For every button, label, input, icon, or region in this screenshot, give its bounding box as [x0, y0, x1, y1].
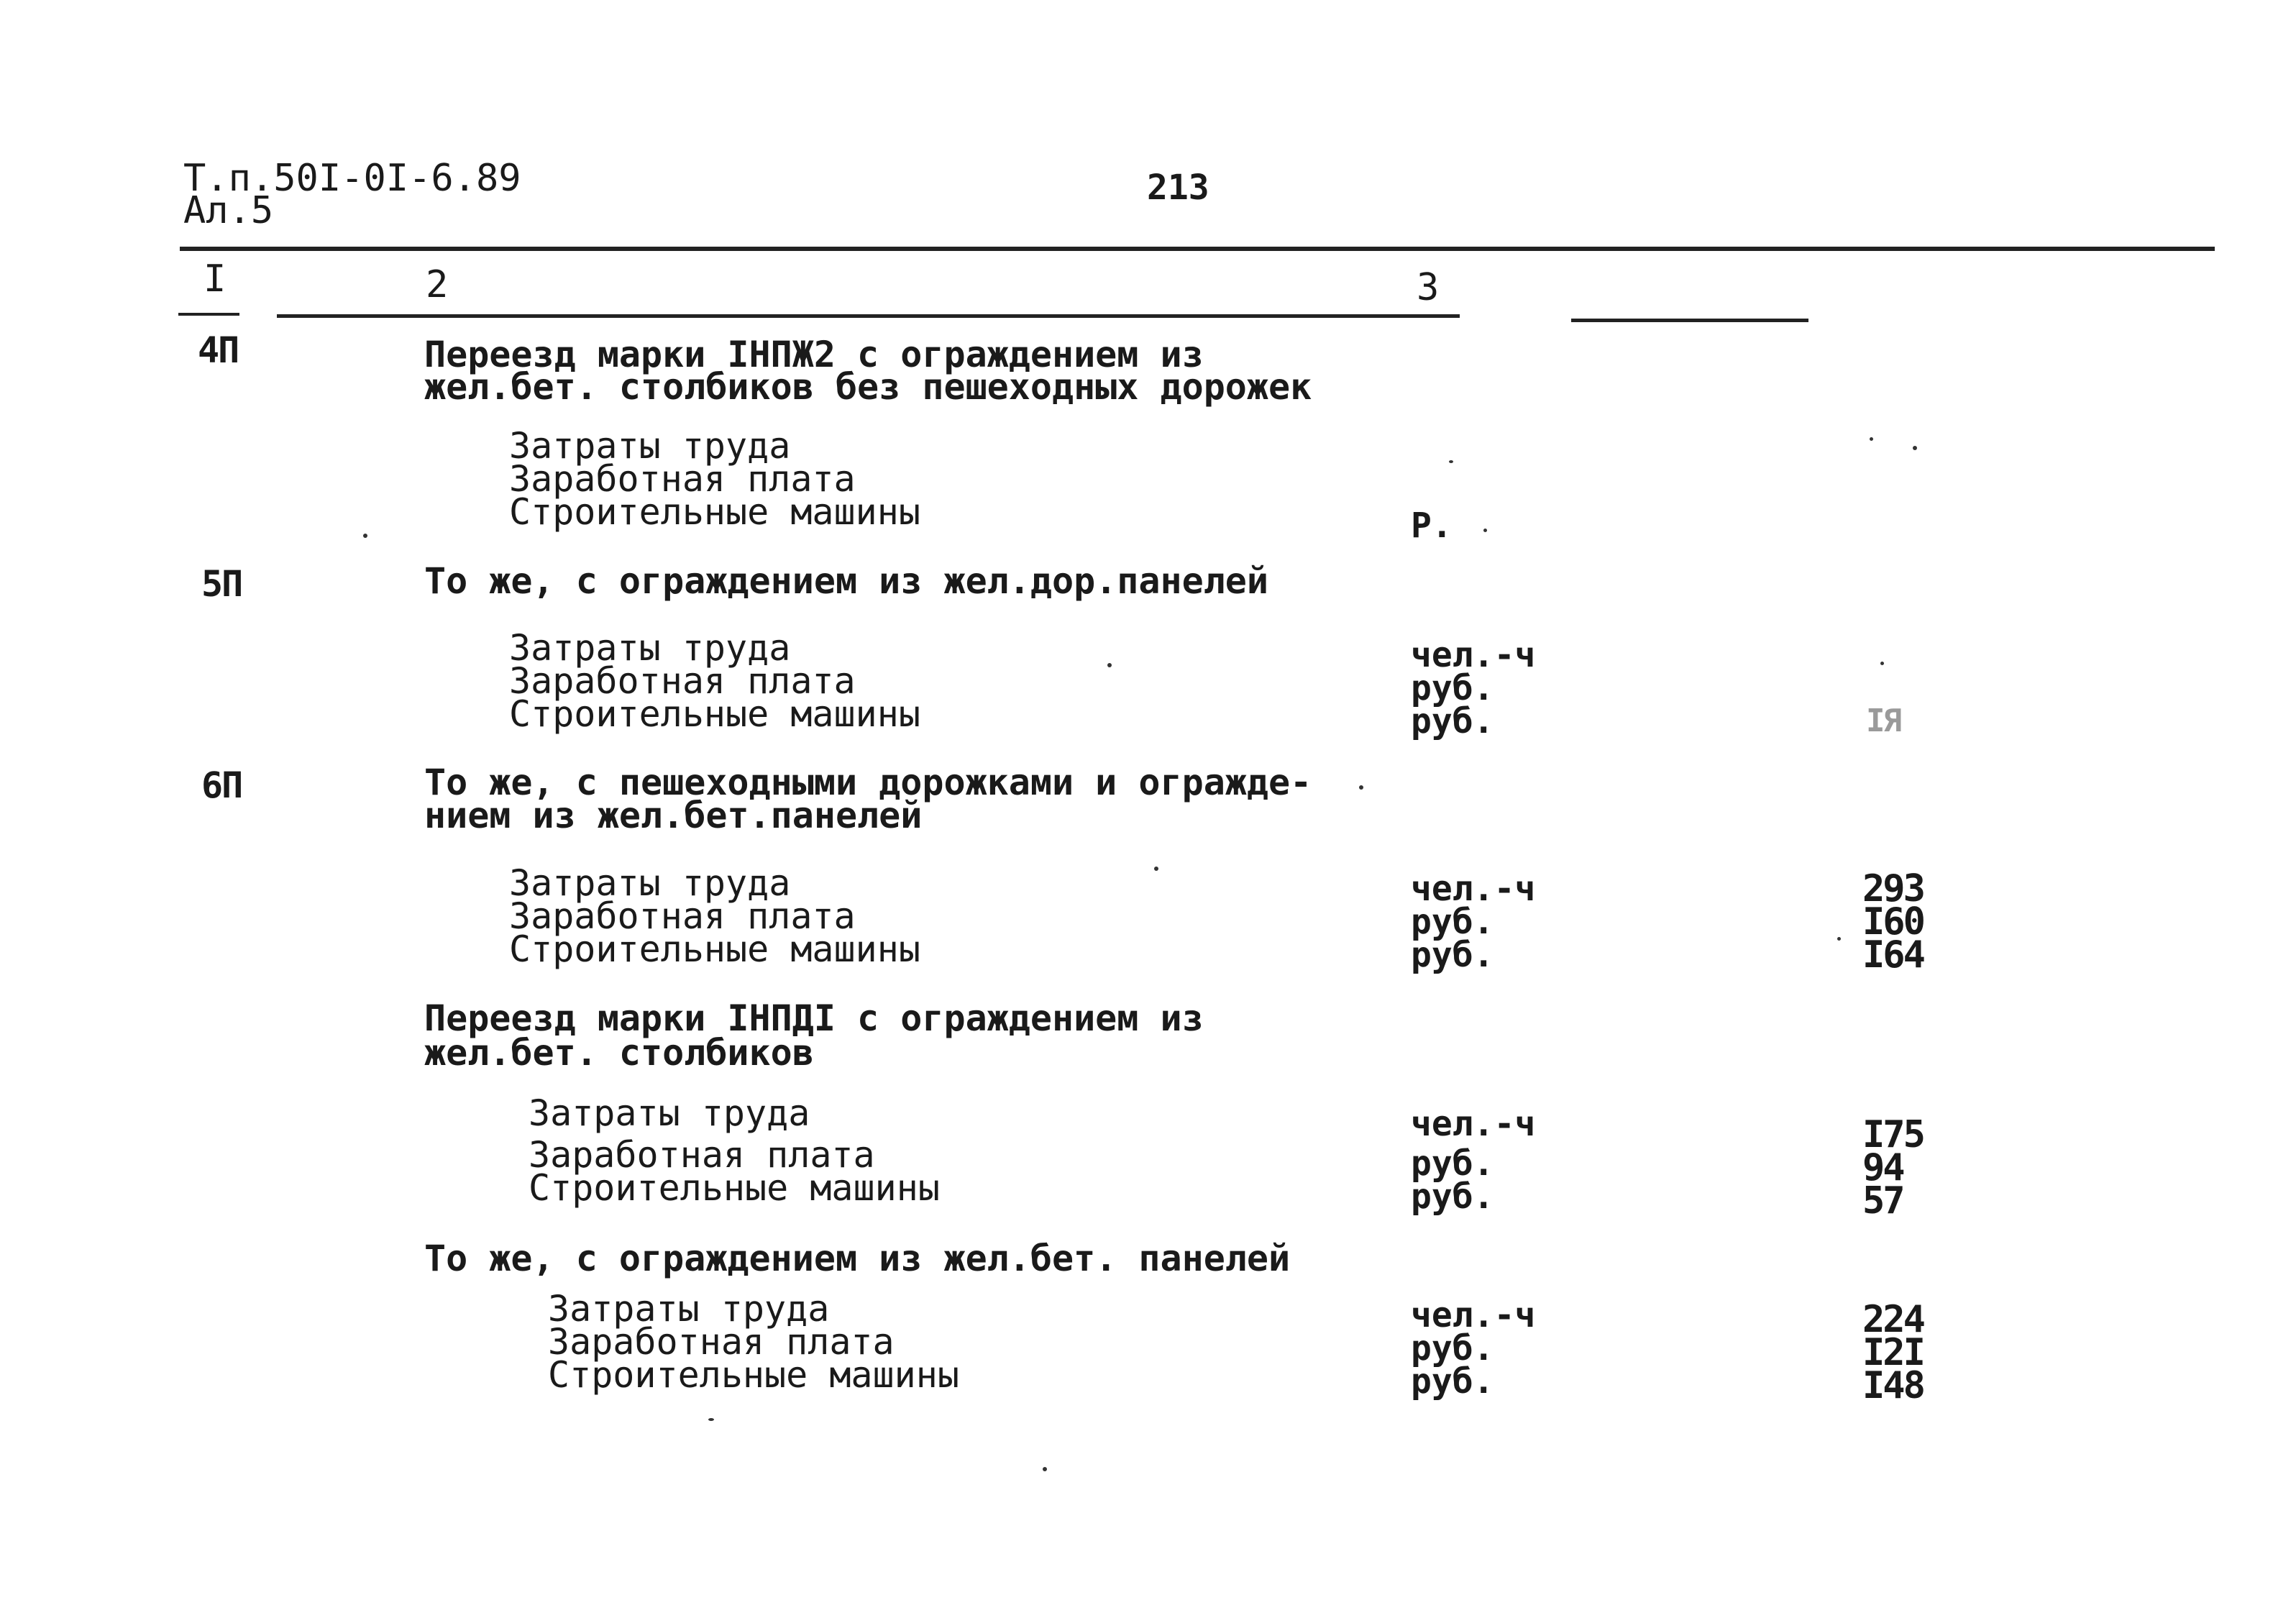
column-1-rule [178, 313, 239, 316]
column-2-header: 2 [426, 263, 449, 306]
section-title: То же, с ограждением из жел.дор.панелей [424, 560, 1268, 602]
page-number: 213 [1147, 168, 1209, 208]
column-2-rule [277, 314, 1460, 318]
section-title: То же, с ограждением из жел.бет. панелей [424, 1238, 1291, 1279]
section-title: Переезд марки IНПЖ2 с ограждением из [424, 334, 1204, 375]
section-code: 4П [198, 329, 239, 371]
scan-speck [1154, 867, 1158, 871]
item-unit: чел.-ч [1411, 1295, 1536, 1335]
item-label: Строительные машины [509, 491, 920, 533]
item-value: 224 [1862, 1298, 1924, 1341]
item-value: I75 [1862, 1113, 1924, 1156]
item-label: Заработная плата [529, 1134, 875, 1176]
item-unit: руб. [1411, 1328, 1494, 1368]
column-1-header: I [203, 257, 227, 301]
item-value: I2I [1862, 1331, 1924, 1374]
item-label: Заработная плата [509, 895, 856, 937]
item-unit: руб. [1411, 668, 1494, 708]
item-unit: руб. [1411, 701, 1494, 741]
item-value: 94 [1862, 1146, 1903, 1189]
item-unit: руб. [1411, 1361, 1494, 1402]
scan-speck [363, 534, 367, 538]
scan-speck [1359, 785, 1363, 790]
item-label: Строительные машины [509, 928, 920, 970]
item-label: Строительные машины [529, 1167, 940, 1209]
item-unit: чел.-ч [1411, 869, 1536, 909]
item-label: Заработная плата [548, 1321, 895, 1363]
item-value: 293 [1862, 867, 1924, 910]
item-value: I48 [1862, 1364, 1924, 1407]
scan-speck [1837, 937, 1841, 941]
item-label: Затраты труда [509, 862, 791, 904]
item-value: I60 [1862, 900, 1924, 943]
scan-speck [708, 1418, 714, 1421]
item-label: Строительные машины [548, 1354, 959, 1396]
scan-speck [1870, 437, 1873, 441]
section-code: 5П [201, 563, 242, 605]
item-value: IЯ [1866, 703, 1900, 739]
item-label: Затраты труда [529, 1092, 810, 1134]
item-unit: руб. [1411, 902, 1494, 942]
item-label: Заработная плата [509, 660, 856, 702]
item-label: Затраты труда [509, 627, 791, 669]
scan-speck [1913, 446, 1917, 450]
column-3-header: 3 [1417, 266, 1440, 309]
scan-speck [1449, 460, 1453, 463]
item-unit: руб. [1411, 935, 1494, 975]
item-unit: руб. [1411, 1143, 1494, 1184]
section-title-continued: жел.бет. столбиков без пешеходных дорожек [424, 366, 1312, 408]
scan-speck [1483, 529, 1487, 532]
item-unit: чел.-ч [1411, 1104, 1536, 1144]
album-reference: Ал.5 [183, 189, 274, 232]
item-label: Строительные машины [509, 693, 920, 735]
section-code: 6П [201, 764, 242, 806]
scan-speck [1880, 662, 1884, 665]
column-4-rule [1571, 319, 1808, 322]
item-label: Затраты труда [509, 425, 791, 467]
section-title-continued: жел.бет. столбиков [424, 1032, 814, 1074]
item-value: 57 [1862, 1179, 1903, 1222]
item-value: I64 [1862, 933, 1924, 977]
section-title: То же, с пешеходными дорожками и огражде- [424, 762, 1312, 803]
header-rule [180, 247, 2215, 251]
item-unit: чел.-ч [1411, 635, 1536, 675]
section-title: Переезд марки IНПДI с ограждением из [424, 997, 1204, 1039]
item-label: Заработная плата [509, 458, 856, 500]
item-label: Затраты труда [548, 1288, 830, 1330]
scan-speck [1043, 1467, 1047, 1471]
item-unit: Р. [1411, 506, 1453, 546]
section-title-continued: нием из жел.бет.панелей [424, 795, 923, 836]
document-reference: Т.п.50I-0I-6.89 [183, 157, 521, 200]
item-unit: руб. [1411, 1176, 1494, 1217]
scan-speck [1107, 663, 1112, 667]
